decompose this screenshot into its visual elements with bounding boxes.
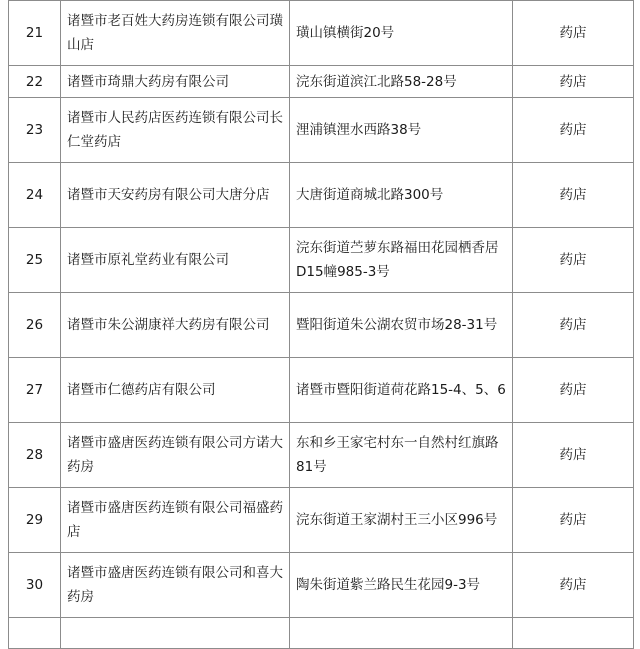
pharmacy-address: 浬浦镇浬水西路38号 xyxy=(290,98,513,163)
pharmacy-address: 浣东街道滨江北路58-28号 xyxy=(290,66,513,98)
table-row xyxy=(9,553,634,618)
pharmacy-name: 诸暨市盛唐医药连锁有限公司方诺大药房 xyxy=(61,423,290,488)
row-number: 26 xyxy=(9,293,61,358)
table-row xyxy=(9,488,634,553)
row-number: 29 xyxy=(9,488,61,553)
table-row xyxy=(9,1,634,66)
pharmacy-type: 药店 xyxy=(513,488,634,553)
pharmacy-address: 璜山镇横街20号 xyxy=(290,1,513,66)
pharmacy-table xyxy=(8,0,634,649)
row-number: 30 xyxy=(9,553,61,618)
table-row xyxy=(9,228,634,293)
row-number: 25 xyxy=(9,228,61,293)
table-row xyxy=(9,163,634,228)
row-number: 28 xyxy=(9,423,61,488)
pharmacy-address: 浣东街道王家湖村王三小区996号 xyxy=(290,488,513,553)
pharmacy-name: 诸暨市盛唐医药连锁有限公司福盛药店 xyxy=(61,488,290,553)
pharmacy-address: 暨阳街道朱公湖农贸市场28-31号 xyxy=(290,293,513,358)
table-row xyxy=(9,98,634,163)
pharmacy-address: 诸暨市暨阳街道荷花路15-4、5、6 xyxy=(290,358,513,423)
table-row xyxy=(9,293,634,358)
pharmacy-name: 诸暨市琦鼎大药房有限公司 xyxy=(61,66,290,98)
pharmacy-name: 诸暨市人民药店医药连锁有限公司长仁堂药店 xyxy=(61,98,290,163)
table-row xyxy=(9,423,634,488)
pharmacy-type: 药店 xyxy=(513,358,634,423)
pharmacy-name: 诸暨市仁德药店有限公司 xyxy=(61,358,290,423)
row-number: 21 xyxy=(9,1,61,66)
row-number: 23 xyxy=(9,98,61,163)
pharmacy-address: 陶朱街道紫兰路民生花园9-3号 xyxy=(290,553,513,618)
pharmacy-name: 诸暨市天安药房有限公司大唐分店 xyxy=(61,163,290,228)
row-number: 24 xyxy=(9,163,61,228)
row-number: 22 xyxy=(9,66,61,98)
pharmacy-type: 药店 xyxy=(513,98,634,163)
pharmacy-address: 浣东街道苎萝东路福田花园栖香居D15幢985-3号 xyxy=(290,228,513,293)
pharmacy-type: 药店 xyxy=(513,66,634,98)
pharmacy-address: 大唐街道商城北路300号 xyxy=(290,163,513,228)
pharmacy-name: 诸暨市原礼堂药业有限公司 xyxy=(61,228,290,293)
pharmacy-address: 东和乡王家宅村东一自然村红旗路81号 xyxy=(290,423,513,488)
pharmacy-type: 药店 xyxy=(513,1,634,66)
pharmacy-type: 药店 xyxy=(513,293,634,358)
pharmacy-name: 诸暨市盛唐医药连锁有限公司和喜大药房 xyxy=(61,553,290,618)
table-row xyxy=(9,66,634,98)
pharmacy-type: 药店 xyxy=(513,423,634,488)
row-number: 27 xyxy=(9,358,61,423)
pharmacy-name: 诸暨市朱公湖康祥大药房有限公司 xyxy=(61,293,290,358)
pharmacy-type: 药店 xyxy=(513,553,634,618)
pharmacy-type: 药店 xyxy=(513,163,634,228)
table-row-partial xyxy=(9,618,634,649)
table-row xyxy=(9,358,634,423)
pharmacy-name: 诸暨市老百姓大药房连锁有限公司璜山店 xyxy=(61,1,290,66)
pharmacy-type: 药店 xyxy=(513,228,634,293)
